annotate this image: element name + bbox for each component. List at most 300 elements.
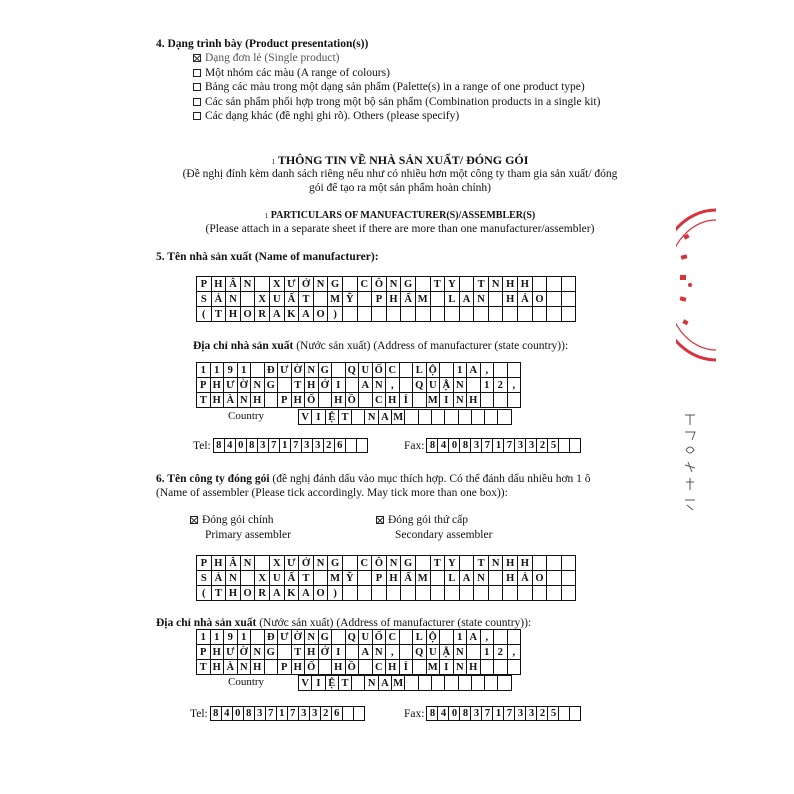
grid-cell[interactable] — [533, 556, 548, 571]
grid-cell[interactable]: H — [503, 571, 518, 586]
presentation-option[interactable] — [193, 52, 339, 64]
grid-cell[interactable]: N — [314, 277, 329, 292]
grid-cell[interactable]: N — [489, 556, 504, 571]
digit-cell[interactable]: 5 — [548, 707, 559, 721]
digit-cell[interactable] — [559, 439, 570, 453]
grid-cell[interactable]: T — [212, 586, 227, 601]
grid-cell[interactable] — [416, 586, 431, 601]
grid-cell[interactable]: Ố — [373, 363, 387, 378]
grid-cell[interactable]: A — [299, 586, 314, 601]
grid-cell[interactable]: , — [386, 645, 400, 660]
grid-cell[interactable] — [405, 676, 418, 691]
grid-cell[interactable]: G — [401, 556, 416, 571]
grid-cell[interactable]: M — [392, 410, 405, 425]
grid-cell[interactable]: À — [224, 660, 238, 675]
grid-cell[interactable] — [547, 307, 562, 322]
grid-cell[interactable]: Y — [445, 556, 460, 571]
presentation-checkbox[interactable] — [193, 83, 201, 91]
grid-cell[interactable]: ) — [328, 586, 343, 601]
grid-cell[interactable]: P — [197, 556, 212, 571]
grid-cell[interactable]: T — [431, 277, 446, 292]
grid-cell[interactable]: Ả — [212, 571, 227, 586]
grid-cell[interactable]: Q — [346, 630, 360, 645]
grid-cell[interactable]: H — [212, 556, 227, 571]
grid-cell[interactable]: H — [503, 292, 518, 307]
grid-cell[interactable]: ( — [197, 307, 212, 322]
grid-cell[interactable] — [508, 393, 522, 408]
grid-cell[interactable]: C — [373, 660, 387, 675]
grid-cell[interactable]: V — [299, 676, 312, 691]
grid-cell[interactable]: N — [305, 630, 319, 645]
grid-cell[interactable]: Ậ — [440, 378, 454, 393]
grid-cell[interactable] — [343, 307, 358, 322]
grid-cell[interactable] — [440, 363, 454, 378]
grid-cell[interactable]: L — [413, 363, 427, 378]
grid-cell[interactable]: T — [339, 676, 352, 691]
grid-cell[interactable]: A — [467, 363, 481, 378]
presentation-option[interactable] — [193, 110, 459, 122]
digit-cell[interactable]: 2 — [321, 707, 332, 721]
digit-cell[interactable]: 6 — [332, 707, 343, 721]
digit-cell[interactable] — [559, 707, 570, 721]
digit-cell[interactable]: 4 — [438, 707, 449, 721]
grid-cell[interactable] — [481, 393, 495, 408]
grid-cell[interactable] — [445, 410, 458, 425]
grid-cell[interactable]: T — [292, 645, 306, 660]
grid-cell[interactable] — [346, 378, 360, 393]
grid-cell[interactable]: Ô — [372, 556, 387, 571]
grid-cell[interactable] — [460, 556, 475, 571]
grid-cell[interactable] — [319, 393, 333, 408]
grid-cell[interactable]: H — [467, 660, 481, 675]
grid-cell[interactable]: P — [278, 393, 292, 408]
grid-cell[interactable] — [314, 292, 329, 307]
grid-cell[interactable]: I — [332, 378, 346, 393]
grid-cell[interactable] — [278, 645, 292, 660]
grid-cell[interactable] — [352, 410, 365, 425]
grid-cell[interactable]: Ờ — [292, 363, 306, 378]
grid-cell[interactable]: Ồ — [346, 393, 360, 408]
grid-cell[interactable]: N — [454, 645, 468, 660]
grid-cell[interactable]: Đ — [265, 630, 279, 645]
grid-cell[interactable]: Ẩ — [401, 292, 416, 307]
grid-cell[interactable]: Ờ — [238, 645, 252, 660]
grid-cell[interactable]: U — [270, 292, 285, 307]
grid-cell[interactable] — [494, 363, 508, 378]
grid-cell[interactable]: O — [314, 307, 329, 322]
grid-cell[interactable]: Í — [400, 660, 414, 675]
digit-cell[interactable]: 7 — [504, 439, 515, 453]
presentation-option[interactable] — [193, 67, 390, 79]
digit-cell[interactable] — [570, 439, 581, 453]
digit-cell[interactable]: 1 — [280, 439, 291, 453]
grid-cell[interactable]: X — [255, 292, 270, 307]
grid-cell[interactable]: T — [197, 660, 211, 675]
grid-cell[interactable]: H — [226, 307, 241, 322]
grid-cell[interactable] — [472, 676, 485, 691]
grid-cell[interactable]: 9 — [224, 363, 238, 378]
grid-cell[interactable]: Ẩ — [401, 571, 416, 586]
grid-cell[interactable]: Ệ — [326, 676, 339, 691]
grid-cell[interactable]: N — [373, 378, 387, 393]
grid-cell[interactable]: H — [518, 556, 533, 571]
grid-cell[interactable] — [343, 586, 358, 601]
digit-cell[interactable]: 3 — [313, 439, 324, 453]
grid-cell[interactable]: P — [372, 292, 387, 307]
grid-cell[interactable]: H — [226, 586, 241, 601]
grid-cell[interactable] — [494, 630, 508, 645]
grid-cell[interactable]: A — [299, 307, 314, 322]
grid-cell[interactable] — [416, 307, 431, 322]
digit-cell[interactable]: 0 — [449, 439, 460, 453]
grid-cell[interactable]: M — [328, 571, 343, 586]
grid-cell[interactable]: H — [387, 571, 402, 586]
digit-cell[interactable] — [343, 707, 354, 721]
grid-cell[interactable]: I — [440, 660, 454, 675]
grid-cell[interactable]: Â — [226, 277, 241, 292]
grid-cell[interactable] — [431, 292, 446, 307]
grid-cell[interactable]: A — [359, 378, 373, 393]
grid-cell[interactable] — [445, 676, 458, 691]
grid-cell[interactable] — [445, 307, 460, 322]
digit-cell[interactable]: 7 — [504, 707, 515, 721]
grid-cell[interactable]: Ấ — [285, 571, 300, 586]
grid-cell[interactable]: R — [255, 586, 270, 601]
grid-cell[interactable]: O — [241, 586, 256, 601]
grid-cell[interactable] — [359, 393, 373, 408]
grid-cell[interactable] — [508, 660, 522, 675]
grid-cell[interactable]: N — [314, 556, 329, 571]
grid-cell[interactable] — [489, 571, 504, 586]
grid-cell[interactable]: C — [358, 277, 373, 292]
grid-cell[interactable]: H — [503, 556, 518, 571]
grid-cell[interactable]: I — [312, 410, 325, 425]
grid-cell[interactable]: H — [503, 277, 518, 292]
grid-cell[interactable]: , — [386, 378, 400, 393]
grid-cell[interactable] — [494, 660, 508, 675]
grid-cell[interactable]: I — [332, 645, 346, 660]
grid-cell[interactable]: N — [387, 277, 402, 292]
grid-cell[interactable] — [387, 307, 402, 322]
grid-cell[interactable]: A — [460, 571, 475, 586]
digit-cell[interactable]: 0 — [449, 707, 460, 721]
grid-cell[interactable]: U — [359, 630, 373, 645]
grid-cell[interactable] — [358, 571, 373, 586]
grid-cell[interactable]: Ư — [285, 277, 300, 292]
grid-cell[interactable]: Ư — [278, 363, 292, 378]
grid-cell[interactable]: H — [251, 660, 265, 675]
digit-cell[interactable] — [354, 707, 365, 721]
grid-cell[interactable] — [359, 660, 373, 675]
grid-cell[interactable]: G — [265, 378, 279, 393]
grid-cell[interactable] — [265, 393, 279, 408]
digit-cell[interactable]: 3 — [515, 439, 526, 453]
grid-cell[interactable]: Ả — [518, 292, 533, 307]
grid-cell[interactable]: N — [387, 556, 402, 571]
grid-cell[interactable]: A — [270, 586, 285, 601]
grid-cell[interactable]: M — [328, 292, 343, 307]
grid-cell[interactable]: T — [431, 556, 446, 571]
grid-cell[interactable]: Í — [400, 393, 414, 408]
grid-cell[interactable]: T — [292, 378, 306, 393]
grid-cell[interactable]: N — [226, 292, 241, 307]
grid-cell[interactable]: T — [474, 556, 489, 571]
presentation-checkbox[interactable] — [193, 69, 201, 77]
grid-cell[interactable] — [474, 307, 489, 322]
grid-cell[interactable]: U — [427, 645, 441, 660]
grid-cell[interactable] — [372, 586, 387, 601]
grid-cell[interactable] — [413, 660, 427, 675]
grid-cell[interactable]: Ở — [299, 277, 314, 292]
grid-cell[interactable] — [400, 378, 414, 393]
grid-cell[interactable] — [562, 277, 577, 292]
grid-cell[interactable]: Ư — [278, 630, 292, 645]
grid-cell[interactable]: M — [392, 676, 405, 691]
digit-cell[interactable]: 8 — [244, 707, 255, 721]
grid-cell[interactable]: P — [197, 277, 212, 292]
grid-cell[interactable]: R — [255, 307, 270, 322]
grid-cell[interactable] — [413, 393, 427, 408]
grid-cell[interactable]: Ỹ — [343, 571, 358, 586]
grid-cell[interactable]: M — [427, 393, 441, 408]
grid-cell[interactable]: Đ — [265, 363, 279, 378]
grid-cell[interactable]: Ả — [212, 292, 227, 307]
grid-cell[interactable] — [445, 586, 460, 601]
grid-cell[interactable]: Ớ — [319, 378, 333, 393]
grid-cell[interactable] — [358, 307, 373, 322]
grid-cell[interactable] — [400, 630, 414, 645]
grid-cell[interactable]: L — [445, 292, 460, 307]
grid-cell[interactable]: Ư — [224, 378, 238, 393]
grid-cell[interactable] — [251, 363, 265, 378]
digit-cell[interactable]: 7 — [266, 707, 277, 721]
digit-cell[interactable]: 3 — [258, 439, 269, 453]
grid-cell[interactable] — [431, 571, 446, 586]
grid-cell[interactable]: H — [467, 393, 481, 408]
grid-cell[interactable]: 1 — [211, 630, 225, 645]
grid-cell[interactable]: G — [319, 630, 333, 645]
grid-cell[interactable]: , — [481, 630, 495, 645]
grid-cell[interactable]: ) — [328, 307, 343, 322]
digit-cell[interactable]: 7 — [482, 439, 493, 453]
grid-cell[interactable]: 1 — [454, 363, 468, 378]
grid-cell[interactable] — [352, 676, 365, 691]
grid-cell[interactable]: S — [197, 292, 212, 307]
grid-cell[interactable]: 2 — [494, 378, 508, 393]
grid-cell[interactable]: Â — [226, 556, 241, 571]
grid-cell[interactable] — [416, 556, 431, 571]
grid-cell[interactable]: , — [508, 645, 522, 660]
grid-cell[interactable] — [467, 378, 481, 393]
grid-cell[interactable]: X — [270, 277, 285, 292]
grid-cell[interactable]: À — [224, 393, 238, 408]
grid-cell[interactable]: H — [305, 645, 319, 660]
grid-cell[interactable] — [547, 571, 562, 586]
grid-cell[interactable]: M — [416, 292, 431, 307]
grid-cell[interactable] — [358, 586, 373, 601]
grid-cell[interactable]: S — [197, 571, 212, 586]
digit-cell[interactable]: 3 — [302, 439, 313, 453]
grid-cell[interactable] — [416, 277, 431, 292]
presentation-checkbox[interactable] — [193, 54, 201, 62]
grid-cell[interactable]: A — [379, 676, 392, 691]
digit-cell[interactable]: 7 — [269, 439, 280, 453]
grid-cell[interactable]: N — [474, 292, 489, 307]
digit-cell[interactable]: 3 — [255, 707, 266, 721]
digit-cell[interactable]: 4 — [438, 439, 449, 453]
grid-cell[interactable]: Ư — [224, 645, 238, 660]
grid-cell[interactable]: K — [285, 307, 300, 322]
grid-cell[interactable]: K — [285, 586, 300, 601]
digit-cell[interactable]: 0 — [236, 439, 247, 453]
presentation-checkbox[interactable] — [193, 112, 201, 120]
grid-cell[interactable] — [387, 586, 402, 601]
grid-cell[interactable]: ( — [197, 586, 212, 601]
grid-cell[interactable] — [533, 277, 548, 292]
secondary-assembler-option[interactable] — [376, 514, 468, 526]
digit-cell[interactable]: 3 — [526, 439, 537, 453]
grid-cell[interactable]: N — [489, 277, 504, 292]
grid-cell[interactable] — [562, 556, 577, 571]
grid-cell[interactable] — [481, 660, 495, 675]
digit-cell[interactable]: 3 — [515, 707, 526, 721]
grid-cell[interactable]: N — [251, 645, 265, 660]
grid-cell[interactable]: H — [211, 378, 225, 393]
grid-cell[interactable] — [346, 645, 360, 660]
grid-cell[interactable] — [489, 292, 504, 307]
grid-cell[interactable]: Ậ — [440, 645, 454, 660]
grid-cell[interactable]: G — [401, 277, 416, 292]
grid-cell[interactable]: H — [386, 660, 400, 675]
grid-cell[interactable]: 1 — [197, 630, 211, 645]
digit-cell[interactable]: 8 — [211, 707, 222, 721]
grid-cell[interactable]: Ộ — [427, 363, 441, 378]
grid-cell[interactable] — [498, 676, 511, 691]
digit-cell[interactable]: 2 — [324, 439, 335, 453]
grid-cell[interactable]: A — [359, 645, 373, 660]
grid-cell[interactable]: H — [212, 277, 227, 292]
grid-cell[interactable]: Ớ — [319, 645, 333, 660]
grid-cell[interactable]: Q — [413, 645, 427, 660]
grid-cell[interactable] — [518, 307, 533, 322]
grid-cell[interactable]: T — [299, 292, 314, 307]
grid-cell[interactable]: 1 — [197, 363, 211, 378]
grid-cell[interactable]: M — [416, 571, 431, 586]
grid-cell[interactable] — [503, 307, 518, 322]
grid-cell[interactable] — [401, 307, 416, 322]
grid-cell[interactable]: N — [454, 378, 468, 393]
grid-cell[interactable]: Ố — [373, 630, 387, 645]
grid-cell[interactable]: H — [387, 292, 402, 307]
grid-cell[interactable]: Ư — [285, 556, 300, 571]
grid-cell[interactable]: N — [241, 277, 256, 292]
grid-cell[interactable] — [472, 410, 485, 425]
grid-cell[interactable]: Ố — [305, 393, 319, 408]
grid-cell[interactable]: O — [533, 571, 548, 586]
grid-cell[interactable] — [265, 660, 279, 675]
grid-cell[interactable]: P — [197, 378, 211, 393]
grid-cell[interactable] — [460, 586, 475, 601]
digit-cell[interactable]: 4 — [225, 439, 236, 453]
grid-cell[interactable]: N — [238, 393, 252, 408]
grid-cell[interactable]: H — [251, 393, 265, 408]
grid-cell[interactable]: G — [328, 277, 343, 292]
grid-cell[interactable]: 1 — [481, 378, 495, 393]
primary-assembler-option[interactable] — [190, 514, 274, 526]
grid-cell[interactable]: N — [251, 378, 265, 393]
grid-cell[interactable]: C — [373, 393, 387, 408]
grid-cell[interactable] — [460, 277, 475, 292]
grid-cell[interactable] — [460, 307, 475, 322]
digit-cell[interactable]: 7 — [291, 439, 302, 453]
digit-cell[interactable]: 4 — [222, 707, 233, 721]
grid-cell[interactable]: P — [197, 645, 211, 660]
grid-cell[interactable]: Q — [413, 378, 427, 393]
grid-cell[interactable]: 1 — [238, 363, 252, 378]
digit-cell[interactable]: 3 — [299, 707, 310, 721]
digit-cell[interactable]: 8 — [214, 439, 225, 453]
grid-cell[interactable]: L — [445, 571, 460, 586]
grid-cell[interactable] — [489, 307, 504, 322]
grid-cell[interactable] — [562, 571, 577, 586]
grid-cell[interactable]: Ờ — [292, 630, 306, 645]
grid-cell[interactable] — [494, 393, 508, 408]
grid-cell[interactable] — [255, 277, 270, 292]
grid-cell[interactable]: Ệ — [326, 410, 339, 425]
grid-cell[interactable]: C — [386, 630, 400, 645]
grid-cell[interactable]: 9 — [224, 630, 238, 645]
grid-cell[interactable]: H — [292, 393, 306, 408]
grid-cell[interactable]: N — [474, 571, 489, 586]
grid-cell[interactable] — [251, 630, 265, 645]
digit-cell[interactable]: 8 — [247, 439, 258, 453]
grid-cell[interactable] — [278, 378, 292, 393]
grid-cell[interactable]: , — [508, 378, 522, 393]
grid-cell[interactable]: 1 — [211, 363, 225, 378]
grid-cell[interactable]: T — [299, 571, 314, 586]
grid-cell[interactable]: Ả — [518, 571, 533, 586]
grid-cell[interactable]: N — [365, 676, 378, 691]
grid-cell[interactable]: N — [373, 645, 387, 660]
digit-cell[interactable]: 7 — [482, 707, 493, 721]
grid-cell[interactable]: Ờ — [238, 378, 252, 393]
grid-cell[interactable]: O — [314, 586, 329, 601]
digit-cell[interactable]: 1 — [493, 707, 504, 721]
grid-cell[interactable]: 2 — [494, 645, 508, 660]
digit-cell[interactable]: 7 — [288, 707, 299, 721]
digit-cell[interactable]: 8 — [427, 439, 438, 453]
grid-cell[interactable] — [343, 277, 358, 292]
grid-cell[interactable]: T — [339, 410, 352, 425]
grid-cell[interactable]: I — [312, 676, 325, 691]
grid-cell[interactable]: P — [372, 571, 387, 586]
grid-cell[interactable] — [562, 586, 577, 601]
grid-cell[interactable]: Q — [346, 363, 360, 378]
grid-cell[interactable]: M — [427, 660, 441, 675]
grid-cell[interactable]: H — [332, 660, 346, 675]
grid-cell[interactable]: Ở — [299, 556, 314, 571]
grid-cell[interactable] — [459, 410, 472, 425]
grid-cell[interactable]: Ấ — [285, 292, 300, 307]
grid-cell[interactable]: U — [359, 363, 373, 378]
grid-cell[interactable]: H — [386, 393, 400, 408]
grid-cell[interactable]: 1 — [481, 645, 495, 660]
grid-cell[interactable]: N — [305, 363, 319, 378]
grid-cell[interactable]: I — [440, 393, 454, 408]
grid-cell[interactable] — [503, 586, 518, 601]
grid-cell[interactable]: G — [265, 645, 279, 660]
grid-cell[interactable] — [405, 410, 418, 425]
